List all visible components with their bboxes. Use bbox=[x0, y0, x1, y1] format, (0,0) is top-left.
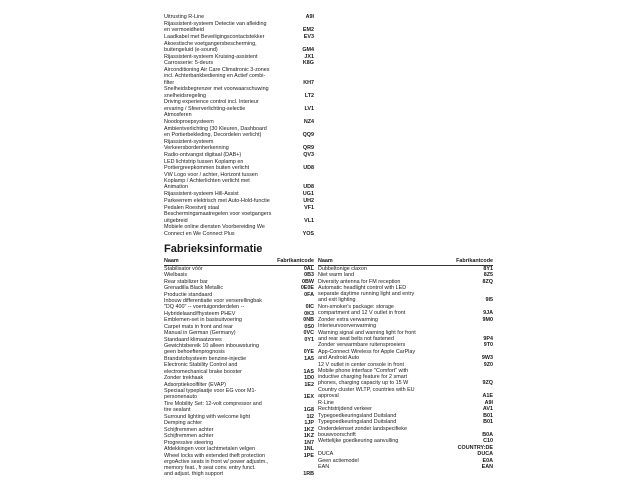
header-name: Naam bbox=[318, 258, 333, 264]
option-row-code: QR9 bbox=[302, 145, 314, 152]
option-row-code: K8G bbox=[302, 60, 314, 67]
table-row-code: 1KZ bbox=[303, 426, 314, 433]
table-row-code: 1E2 bbox=[304, 381, 314, 388]
table-row bbox=[164, 330, 314, 336]
option-row bbox=[164, 205, 314, 211]
option-row-code: VL1 bbox=[304, 217, 314, 224]
option-row-code: LV1 bbox=[304, 105, 314, 112]
table-row-code: 0AL bbox=[303, 265, 314, 272]
option-row bbox=[164, 99, 314, 111]
table-row-description: Zonder trekhaak bbox=[164, 375, 204, 382]
factory-table-left bbox=[164, 258, 314, 478]
factory-table-right bbox=[318, 258, 493, 471]
table-row bbox=[164, 440, 314, 446]
option-row-description: Rijassistent-systeem Hill-Assist bbox=[164, 190, 239, 197]
option-row bbox=[164, 14, 314, 20]
option-row-description: Beschermingsmaatregelen voor voetgangers uitgebreid bbox=[164, 211, 272, 224]
option-row bbox=[164, 119, 314, 125]
table-header bbox=[318, 258, 493, 266]
option-row bbox=[164, 41, 314, 53]
table-row bbox=[318, 413, 493, 419]
option-row-code: GM4 bbox=[302, 46, 314, 53]
option-row bbox=[164, 21, 314, 33]
option-row bbox=[164, 172, 314, 191]
table-row-description: Warning signal and warning light for front and rear seat belts not fastened bbox=[318, 329, 416, 342]
table-row-code: 1AS bbox=[303, 368, 314, 375]
table-row bbox=[318, 330, 493, 342]
table-row-code: 0Y1 bbox=[304, 336, 314, 343]
option-row-description: Rijassistent-systeem Kruising-assistent bbox=[164, 53, 258, 60]
table-row-code: 1NL bbox=[303, 446, 314, 453]
option-row-description: Mobiele online diensten Voorbereiding We Connect en We Connect Plus bbox=[164, 224, 265, 237]
table-row-code: 1I2 bbox=[306, 413, 314, 420]
table-row bbox=[164, 311, 314, 317]
option-row-description: Laadkabel met Beveiligingscontactstekker bbox=[164, 33, 265, 40]
table-row-code: 9JA bbox=[483, 310, 493, 317]
table-row-description: Zonder verwarmbare ruitensproeiers bbox=[318, 342, 406, 349]
table-row bbox=[164, 414, 314, 420]
table-row-code: 9W3 bbox=[481, 355, 493, 362]
table-row-description: 12 V outlet in center console in front bbox=[318, 361, 405, 368]
table-row-description: Progressive steering bbox=[164, 439, 214, 446]
option-row bbox=[164, 224, 314, 236]
table-row-description: Mobile phone interface "Comfort" with inductive charging feature for 2 smart phones, charging capacity up to 15 W bbox=[318, 368, 409, 387]
table-row bbox=[164, 298, 314, 310]
option-row-description: Pedalen Roestvrij staal bbox=[164, 204, 220, 211]
table-row bbox=[164, 266, 314, 272]
option-row bbox=[164, 60, 314, 66]
table-row-description: Adsorptiekoolfilter (EVAP) bbox=[164, 381, 226, 388]
table-row-description: Afdekkingen voor lachtmetalen velgen bbox=[164, 446, 256, 453]
table-row-code: B01 bbox=[483, 419, 493, 426]
table-row bbox=[164, 375, 314, 381]
table-row-description: Surround lighting with welcome light bbox=[164, 413, 250, 420]
option-row-code: KH7 bbox=[303, 79, 314, 86]
table-row-code: 1EX bbox=[303, 394, 314, 401]
option-row bbox=[164, 198, 314, 204]
table-row-code: B0A bbox=[482, 431, 493, 438]
table-row-code: AV1 bbox=[482, 406, 493, 413]
table-row-code: EAN bbox=[481, 464, 493, 471]
table-row-code: 0NB bbox=[303, 317, 314, 324]
table-row-code: DUCA bbox=[477, 451, 493, 458]
table-row bbox=[318, 342, 493, 348]
table-row-description: App-Connect Wireless for Apple CarPlay and Android Auto bbox=[318, 348, 416, 362]
option-row-code: YOS bbox=[302, 230, 314, 237]
table-row-description: Demping achter bbox=[164, 420, 203, 427]
table-row-code: A9I bbox=[484, 399, 493, 406]
table-row-code: 1RB bbox=[303, 471, 314, 478]
table-row bbox=[164, 433, 314, 439]
table-row-description: Manual in German (Germany) bbox=[164, 330, 236, 337]
table-row-description: Wettelijke goedkeuring aanvulling bbox=[318, 438, 399, 445]
option-row bbox=[164, 211, 314, 223]
left-rows bbox=[164, 266, 314, 478]
table-row bbox=[318, 426, 493, 438]
table-row-code: 0E0E bbox=[300, 285, 314, 291]
option-row bbox=[164, 191, 314, 197]
table-row-description: Geen actiemodel bbox=[318, 457, 359, 464]
table-row-description: DUCA bbox=[318, 451, 334, 458]
table-row-description: Standaard klimaatzones bbox=[164, 336, 222, 343]
option-row-code: UG1 bbox=[302, 190, 314, 197]
table-row-code: 8Z5 bbox=[483, 272, 493, 278]
table-row-code: 8ZQ bbox=[482, 278, 493, 285]
table-row bbox=[318, 266, 493, 272]
table-row-code: 1A5 bbox=[304, 355, 314, 362]
table-row bbox=[164, 446, 314, 452]
table-row-code: 9P4 bbox=[483, 335, 493, 342]
option-row-code: EM2 bbox=[302, 27, 314, 33]
option-row-code: JX1 bbox=[304, 53, 314, 60]
table-row-description: Schijfremmen achter bbox=[164, 433, 214, 440]
option-row bbox=[164, 159, 314, 171]
table-row bbox=[164, 362, 314, 374]
table-row-description: Emblemen-set in basisuitvoering bbox=[164, 317, 242, 324]
option-row-description: Akoestische voetgangersbescherming, buitengeluid (e-sound) bbox=[164, 40, 257, 53]
option-row-description: Rijassistent-systeem Verkeersbordenherkenning bbox=[164, 138, 229, 152]
section-title: Fabrieksinformatie bbox=[164, 243, 263, 255]
header-code: Fabrikantcode bbox=[456, 258, 493, 264]
table-row bbox=[318, 445, 493, 451]
table-row-code: 9ZQ bbox=[482, 380, 493, 387]
table-row bbox=[164, 401, 314, 413]
table-row bbox=[318, 285, 493, 304]
table-row-description: Diversity antenna for FM reception bbox=[318, 278, 401, 285]
option-row bbox=[164, 54, 314, 60]
option-row-description: Ambientverlichting (30 Kleuren, Dashboard en Portierbekleding, Decordelen verlicht) bbox=[164, 125, 267, 139]
table-row-description: Zonder extra verwarming bbox=[318, 316, 378, 323]
table-row bbox=[318, 387, 493, 399]
table-row-code: 0YE bbox=[303, 349, 314, 356]
table-row-code: 1D0 bbox=[304, 375, 314, 382]
table-row-description: Niet warm land bbox=[318, 272, 354, 278]
table-row-code: 1JP bbox=[304, 420, 314, 427]
table-row bbox=[164, 317, 314, 323]
table-row bbox=[318, 438, 493, 444]
table-row-code: 0K3 bbox=[304, 310, 314, 317]
option-row-description: Rijassistent-systeem Detectie van afleiding en vermoeidheid bbox=[164, 20, 267, 33]
option-row bbox=[164, 112, 314, 118]
table-row-description: Rear stabilizer bar bbox=[164, 278, 208, 285]
table-row-code: COUNTRY:DE bbox=[457, 444, 493, 451]
table-row-code: 1KZ bbox=[303, 433, 314, 440]
table-row bbox=[318, 400, 493, 406]
table-row-code: 9I5 bbox=[485, 297, 493, 304]
table-row-description: Wielbasis bbox=[164, 272, 188, 278]
option-row bbox=[164, 139, 314, 151]
table-row-description: EAN bbox=[318, 464, 330, 471]
table-row bbox=[318, 362, 493, 368]
table-row bbox=[164, 388, 314, 400]
table-row bbox=[164, 292, 314, 298]
table-row bbox=[318, 419, 493, 425]
table-row bbox=[164, 272, 314, 278]
table-row-description: Non-smoker's package: storage compartment and 12 V outlet in front bbox=[318, 303, 406, 317]
option-row bbox=[164, 152, 314, 158]
table-row-code: 9M0 bbox=[482, 316, 493, 323]
table-row-code: 9Z0 bbox=[483, 361, 493, 368]
table-row-code: 9T0 bbox=[483, 342, 493, 349]
option-row-description: Snelheidsbegrenzer met voorwaarschuwing snelheidsregeling bbox=[164, 86, 269, 99]
header-code: Fabrikantcode bbox=[277, 258, 314, 264]
table-row-code: 8Y1 bbox=[483, 265, 493, 272]
option-row-description: Airconditioning Air Care Climatronic 3-zones incl. Achterbankbediening en Actief combi- filter bbox=[164, 67, 270, 86]
option-row bbox=[164, 126, 314, 138]
table-row-description: Tire Mobility Set: 12-volt compressor and tire sealant bbox=[164, 400, 262, 414]
table-row bbox=[164, 356, 314, 362]
table-row-description: Dubbeltonige claxon bbox=[318, 265, 367, 272]
table-row-code: 0FA bbox=[304, 291, 314, 298]
option-row-code: UH2 bbox=[303, 197, 314, 204]
table-row-description: R-Line bbox=[318, 399, 334, 406]
table-row-code: 1N7 bbox=[304, 439, 314, 446]
header-name: Naam bbox=[164, 258, 179, 264]
table-row-code: 0BW bbox=[302, 278, 314, 285]
option-row-code: EV3 bbox=[303, 33, 314, 40]
table-row-description: Typegoedkeuringsland Duitsland bbox=[318, 412, 397, 419]
option-row-code: LT2 bbox=[304, 92, 314, 99]
table-row bbox=[164, 343, 314, 355]
option-row bbox=[164, 67, 314, 86]
table-row bbox=[318, 458, 493, 464]
option-row-description: VW Logo voor / achter, Horizont tussen Koplamp / Achterlichten verlicht met Animation bbox=[164, 171, 258, 191]
table-row-description: Grenadilla Black Metallic bbox=[164, 285, 224, 291]
table-row-description: Schijfremmen achter bbox=[164, 426, 214, 433]
options-list bbox=[164, 14, 314, 237]
option-row-code: UD8 bbox=[303, 184, 314, 191]
table-row-description: Rechtstrijdend verkeer bbox=[318, 406, 372, 413]
table-row bbox=[164, 382, 314, 388]
table-row-description: Wheel locks with extended theft protection bbox=[164, 452, 265, 459]
table-header bbox=[164, 258, 314, 266]
table-row-code: 1G8 bbox=[303, 407, 314, 414]
option-row-description: Driving experience control incl. Interieur ervaring / Sfeerverlichting-selectie bbox=[164, 99, 259, 112]
table-row-description: Carpet mats in front and rear bbox=[164, 323, 233, 330]
table-row-description: Interieurvoorverwarming bbox=[318, 323, 377, 330]
table-row bbox=[164, 453, 314, 459]
option-row bbox=[164, 34, 314, 40]
table-row-description: Productie standaard bbox=[164, 291, 213, 298]
table-row-description: Hybridelaand/fhysteem PHEV bbox=[164, 310, 236, 317]
table-row-description: Stabilisator vóór bbox=[164, 265, 203, 272]
table-row bbox=[318, 349, 493, 361]
table-row-description: Speciaal typeplaatje voor EG voor M1- personenauto bbox=[164, 388, 257, 401]
table-row-code: A1E bbox=[482, 393, 493, 400]
table-row bbox=[164, 459, 314, 478]
table-row bbox=[318, 451, 493, 457]
option-row-description: Atmosferen bbox=[164, 112, 192, 119]
option-row-description: Radio-ontvangst digitaal (DAB+) bbox=[164, 151, 242, 158]
table-row bbox=[318, 368, 493, 387]
option-row-code: A9I bbox=[305, 14, 314, 20]
table-row-code: C10 bbox=[483, 438, 493, 445]
table-row-description: Typegoedkeuringsland Duitsland bbox=[318, 419, 397, 426]
table-row-code: E0A bbox=[482, 457, 493, 464]
table-row-code: 1PE bbox=[303, 452, 314, 459]
table-row-description: Electronic Stability Control and electromechanical brake booster bbox=[164, 362, 242, 375]
table-row bbox=[164, 324, 314, 330]
table-row bbox=[318, 317, 493, 323]
table-row-description: Onderdelenset zonder landspecifieke bouwvoorschrift bbox=[318, 425, 408, 438]
table-row bbox=[318, 406, 493, 412]
table-row-code: 0S0 bbox=[304, 323, 314, 330]
table-row bbox=[164, 337, 314, 343]
table-row-description: ergoActive seats in front w/ power adjustm., memory feat., fr seat conv. entry funct. and adjust. thigh support bbox=[164, 459, 269, 478]
option-row-description: Noodoproepsysteem bbox=[164, 119, 214, 126]
option-row-description: LED lichtstrip tussen Koplamp en Portiergreepkommen buiten verlicht bbox=[164, 158, 250, 171]
table-row bbox=[164, 420, 314, 426]
option-row-description: Uitrusting R-Line bbox=[164, 14, 205, 20]
table-row-code: 0VC bbox=[303, 330, 314, 337]
table-row-code: B01 bbox=[483, 412, 493, 419]
table-row-description: Inbouw differentiatie voor verserellingbak "DQ 400" -- voertuigonderdelen -- bbox=[164, 298, 262, 311]
option-row-code: QQ9 bbox=[302, 132, 314, 139]
option-row-code: NZ4 bbox=[303, 119, 314, 126]
table-row-description: Automatic headlight control with LED separate daytime running light and entry and exit lighting bbox=[318, 285, 415, 304]
table-row bbox=[318, 304, 493, 316]
table-row bbox=[318, 464, 493, 470]
option-row-code: VF1 bbox=[304, 204, 314, 211]
option-row-description: Parkeerrem elektrisch met Auto-Hold-functie bbox=[164, 197, 270, 204]
table-row bbox=[318, 279, 493, 285]
table-row bbox=[164, 279, 314, 285]
option-row bbox=[164, 86, 314, 98]
right-rows bbox=[318, 266, 493, 471]
option-row-description: Carrosserie: 5-deurs bbox=[164, 60, 214, 67]
table-row-code: 0B3 bbox=[304, 272, 314, 278]
table-row-code: 0IC bbox=[305, 304, 314, 311]
table-row bbox=[164, 285, 314, 291]
table-row-description: Gewichtsbereik 10 alleen inbouwsturing geen behoeftenprognosis bbox=[164, 343, 259, 356]
option-row-code: QV3 bbox=[303, 151, 314, 158]
option-row-code: UD8 bbox=[303, 164, 314, 171]
table-row bbox=[318, 272, 493, 278]
table-row-description: Country cluster WLTP, countries with EU approval bbox=[318, 386, 415, 400]
table-row bbox=[164, 427, 314, 433]
table-row bbox=[318, 323, 493, 329]
table-row-description: Brandstofsysteem benzine-injectie bbox=[164, 355, 247, 362]
